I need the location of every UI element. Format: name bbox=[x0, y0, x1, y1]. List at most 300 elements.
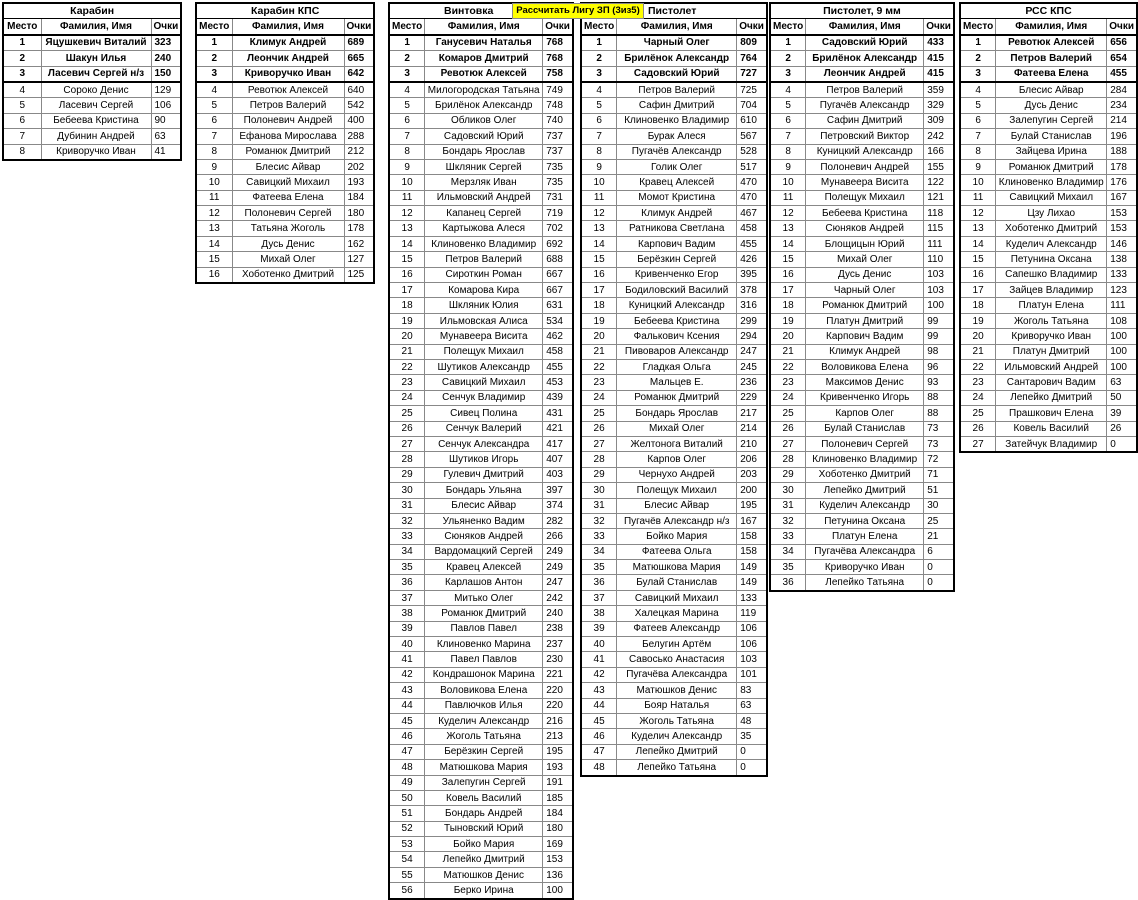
table-row bbox=[960, 359, 1137, 374]
points-cell: 0 bbox=[924, 560, 954, 575]
table-row bbox=[581, 35, 767, 51]
points-cell: 125 bbox=[344, 267, 374, 283]
points-cell: 103 bbox=[737, 652, 767, 667]
place-cell: 1 bbox=[389, 35, 425, 51]
place-cell: 2 bbox=[196, 51, 232, 66]
table-row bbox=[196, 252, 374, 267]
place-cell: 15 bbox=[389, 252, 425, 267]
name-cell: Воловикова Елена bbox=[425, 683, 543, 698]
table-row bbox=[960, 390, 1137, 405]
table-row bbox=[3, 82, 181, 98]
place-cell: 17 bbox=[960, 283, 996, 298]
table-row bbox=[581, 406, 767, 421]
place-cell: 53 bbox=[389, 837, 425, 852]
table-row bbox=[389, 698, 573, 713]
points-cell: 51 bbox=[924, 483, 954, 498]
table-row bbox=[960, 236, 1137, 251]
name-cell: Жоголь Татьяна bbox=[996, 313, 1107, 328]
table-row bbox=[960, 329, 1137, 344]
place-cell: 8 bbox=[581, 144, 617, 159]
place-cell: 12 bbox=[581, 206, 617, 221]
name-cell: Шкляник Сергей bbox=[425, 159, 543, 174]
place-cell: 12 bbox=[196, 206, 232, 221]
table-row bbox=[770, 252, 954, 267]
name-cell: Фатеева Елена bbox=[996, 66, 1107, 82]
name-cell: Сенчук Валерий bbox=[425, 421, 543, 436]
table-row bbox=[389, 560, 573, 575]
name-cell: Брилёнок Александр bbox=[617, 51, 737, 66]
name-cell: Петров Валерий bbox=[617, 82, 737, 98]
place-cell: 5 bbox=[196, 98, 232, 113]
name-cell: Шутиков Игорь bbox=[425, 452, 543, 467]
points-cell: 316 bbox=[737, 298, 767, 313]
place-cell: 22 bbox=[770, 359, 806, 374]
name-cell: Бондарь Ярослав bbox=[425, 144, 543, 159]
points-cell: 178 bbox=[1107, 159, 1137, 174]
name-cell: Хоботенко Дмитрий bbox=[996, 221, 1107, 236]
calculate-league-button[interactable]: Рассчитать Лигу ЗП (3из5) bbox=[512, 3, 644, 19]
name-cell: Шкляник Юлия bbox=[425, 298, 543, 313]
table-row bbox=[196, 98, 374, 113]
points-cell: 240 bbox=[543, 606, 573, 621]
table-rss-kps bbox=[959, 2, 1138, 453]
table-row bbox=[581, 313, 767, 328]
name-cell: Платун Елена bbox=[806, 529, 924, 544]
table-row bbox=[389, 775, 573, 790]
name-cell: Куделич Александр bbox=[806, 498, 924, 513]
place-cell: 16 bbox=[960, 267, 996, 282]
column-header-name: Фамилия, Имя bbox=[232, 19, 344, 35]
table-row bbox=[960, 35, 1137, 51]
name-cell: Платун Дмитрий bbox=[996, 344, 1107, 359]
points-cell: 323 bbox=[151, 35, 181, 51]
name-cell: Садовский Юрий bbox=[806, 35, 924, 51]
table-row bbox=[960, 375, 1137, 390]
points-cell: 153 bbox=[1107, 206, 1137, 221]
table-row bbox=[196, 175, 374, 190]
table-row bbox=[770, 283, 954, 298]
points-cell: 127 bbox=[344, 252, 374, 267]
points-cell: 329 bbox=[924, 98, 954, 113]
table-row bbox=[389, 790, 573, 805]
points-cell: 0 bbox=[1107, 436, 1137, 452]
table-row bbox=[770, 129, 954, 144]
place-cell: 33 bbox=[581, 529, 617, 544]
name-cell: Криворучко Иван bbox=[996, 329, 1107, 344]
name-cell: Булай Станислав bbox=[806, 421, 924, 436]
points-cell: 63 bbox=[151, 129, 181, 144]
place-cell: 27 bbox=[389, 436, 425, 451]
points-cell: 237 bbox=[543, 637, 573, 652]
table-row bbox=[3, 129, 181, 144]
name-cell: Полещук Михаил bbox=[425, 344, 543, 359]
table-row bbox=[770, 344, 954, 359]
points-cell: 517 bbox=[737, 159, 767, 174]
name-cell: Митько Олег bbox=[425, 590, 543, 605]
table-row bbox=[196, 82, 374, 98]
table-row bbox=[770, 236, 954, 251]
name-cell: Мунавеера Висита bbox=[425, 329, 543, 344]
points-cell: 41 bbox=[151, 144, 181, 160]
place-cell: 21 bbox=[960, 344, 996, 359]
place-cell: 46 bbox=[581, 729, 617, 744]
points-cell: 245 bbox=[737, 359, 767, 374]
table-row bbox=[770, 175, 954, 190]
points-cell: 640 bbox=[344, 82, 374, 98]
name-cell: Матюшков Денис bbox=[617, 683, 737, 698]
place-cell: 9 bbox=[389, 159, 425, 174]
name-cell: Голик Олег bbox=[617, 159, 737, 174]
name-cell: Леончик Андрей bbox=[232, 51, 344, 66]
name-cell: Криворучко Иван bbox=[232, 66, 344, 82]
table-row bbox=[960, 159, 1137, 174]
place-cell: 47 bbox=[389, 744, 425, 759]
table-row bbox=[770, 313, 954, 328]
table-row bbox=[960, 283, 1137, 298]
points-cell: 100 bbox=[1107, 344, 1137, 359]
place-cell: 43 bbox=[389, 683, 425, 698]
name-cell: Садовский Юрий bbox=[617, 66, 737, 82]
place-cell: 30 bbox=[770, 483, 806, 498]
name-cell: Жоголь Татьяна bbox=[617, 713, 737, 728]
points-cell: 455 bbox=[1107, 66, 1137, 82]
points-cell: 149 bbox=[737, 575, 767, 590]
place-cell: 26 bbox=[581, 421, 617, 436]
table-row bbox=[770, 436, 954, 451]
name-cell: Климук Андрей bbox=[232, 35, 344, 51]
table-row bbox=[770, 82, 954, 98]
table-row bbox=[770, 329, 954, 344]
points-cell: 242 bbox=[543, 590, 573, 605]
place-cell: 1 bbox=[581, 35, 617, 51]
place-cell: 32 bbox=[389, 513, 425, 528]
name-cell: Платун Елена bbox=[996, 298, 1107, 313]
name-cell: Фалькович Ксения bbox=[617, 329, 737, 344]
name-cell: Михай Олег bbox=[232, 252, 344, 267]
place-cell: 4 bbox=[581, 82, 617, 98]
name-cell: Романюк Дмитрий bbox=[617, 390, 737, 405]
name-cell: Сивец Полина bbox=[425, 406, 543, 421]
name-cell: Затейчук Владимир bbox=[996, 436, 1107, 452]
name-cell: Климук Андрей bbox=[806, 344, 924, 359]
table-row bbox=[389, 406, 573, 421]
place-cell: 24 bbox=[960, 390, 996, 405]
table-row bbox=[581, 436, 767, 451]
points-cell: 214 bbox=[1107, 113, 1137, 128]
points-cell: 455 bbox=[543, 359, 573, 374]
table-title: Карабин КПС bbox=[196, 3, 374, 19]
table-row bbox=[960, 144, 1137, 159]
place-cell: 11 bbox=[581, 190, 617, 205]
points-cell: 610 bbox=[737, 113, 767, 128]
column-header-place: Место bbox=[389, 19, 425, 35]
table-title: РСС КПС bbox=[960, 3, 1137, 19]
place-cell: 14 bbox=[389, 236, 425, 251]
points-cell: 106 bbox=[151, 98, 181, 113]
name-cell: Берёзкин Сергей bbox=[617, 252, 737, 267]
place-cell: 9 bbox=[770, 159, 806, 174]
points-cell: 100 bbox=[1107, 329, 1137, 344]
points-cell: 737 bbox=[543, 144, 573, 159]
table-row bbox=[389, 35, 573, 51]
points-cell: 212 bbox=[344, 144, 374, 159]
column-header-place: Место bbox=[196, 19, 232, 35]
place-cell: 21 bbox=[581, 344, 617, 359]
table-row bbox=[581, 544, 767, 559]
name-cell: Полоневич Сергей bbox=[806, 436, 924, 451]
place-cell: 20 bbox=[389, 329, 425, 344]
table-row bbox=[581, 159, 767, 174]
table-row bbox=[581, 560, 767, 575]
points-cell: 534 bbox=[543, 313, 573, 328]
table-row bbox=[581, 606, 767, 621]
points-cell: 191 bbox=[543, 775, 573, 790]
table-row bbox=[389, 467, 573, 482]
points-cell: 96 bbox=[924, 359, 954, 374]
place-cell: 16 bbox=[389, 267, 425, 282]
place-cell: 22 bbox=[389, 359, 425, 374]
name-cell: Лепейко Дмитрий bbox=[425, 852, 543, 867]
place-cell: 36 bbox=[581, 575, 617, 590]
name-cell: Михай Олег bbox=[617, 421, 737, 436]
name-cell: Ильмовский Андрей bbox=[425, 190, 543, 205]
table-row bbox=[389, 621, 573, 636]
place-cell: 42 bbox=[581, 667, 617, 682]
place-cell: 21 bbox=[770, 344, 806, 359]
name-cell: Петров Валерий bbox=[232, 98, 344, 113]
place-cell: 6 bbox=[960, 113, 996, 128]
points-cell: 63 bbox=[1107, 375, 1137, 390]
points-cell: 71 bbox=[924, 467, 954, 482]
points-cell: 48 bbox=[737, 713, 767, 728]
table-row bbox=[581, 483, 767, 498]
place-cell: 44 bbox=[389, 698, 425, 713]
place-cell: 14 bbox=[196, 236, 232, 251]
name-cell: Лепейко Дмитрий bbox=[806, 483, 924, 498]
table-row bbox=[3, 113, 181, 128]
points-cell: 731 bbox=[543, 190, 573, 205]
name-cell: Павлов Павел bbox=[425, 621, 543, 636]
place-cell: 1 bbox=[770, 35, 806, 51]
table-row bbox=[770, 144, 954, 159]
place-cell: 42 bbox=[389, 667, 425, 682]
place-cell: 8 bbox=[3, 144, 41, 160]
name-cell: Клиновенко Марина bbox=[425, 637, 543, 652]
place-cell: 16 bbox=[770, 267, 806, 282]
points-cell: 153 bbox=[543, 852, 573, 867]
name-cell: Жоголь Татьяна bbox=[425, 729, 543, 744]
name-cell: Кондрашонок Марина bbox=[425, 667, 543, 682]
table-row bbox=[389, 283, 573, 298]
points-cell: 656 bbox=[1107, 35, 1137, 51]
points-cell: 439 bbox=[543, 390, 573, 405]
points-cell: 100 bbox=[1107, 359, 1137, 374]
points-cell: 688 bbox=[543, 252, 573, 267]
table-row bbox=[389, 236, 573, 251]
points-cell: 193 bbox=[344, 175, 374, 190]
column-header-points: Очки bbox=[151, 19, 181, 35]
points-cell: 455 bbox=[737, 236, 767, 251]
name-cell: Савицкий Михаил bbox=[425, 375, 543, 390]
place-cell: 11 bbox=[960, 190, 996, 205]
points-cell: 178 bbox=[344, 221, 374, 236]
table-row bbox=[389, 113, 573, 128]
points-cell: 421 bbox=[543, 421, 573, 436]
place-cell: 16 bbox=[196, 267, 232, 283]
place-cell: 39 bbox=[389, 621, 425, 636]
table-row bbox=[960, 313, 1137, 328]
place-cell: 47 bbox=[581, 744, 617, 759]
place-cell: 24 bbox=[770, 390, 806, 405]
name-cell: Сюняков Андрей bbox=[806, 221, 924, 236]
name-cell: Савицкий Михаил bbox=[232, 175, 344, 190]
place-cell: 23 bbox=[770, 375, 806, 390]
name-cell: Ратникова Светлана bbox=[617, 221, 737, 236]
points-cell: 415 bbox=[924, 51, 954, 66]
place-cell: 23 bbox=[389, 375, 425, 390]
table-row bbox=[581, 575, 767, 590]
points-cell: 158 bbox=[737, 529, 767, 544]
name-cell: Павлючков Илья bbox=[425, 698, 543, 713]
table-row bbox=[770, 51, 954, 66]
points-cell: 240 bbox=[151, 51, 181, 66]
name-cell: Бурак Алеся bbox=[617, 129, 737, 144]
place-cell: 11 bbox=[389, 190, 425, 205]
column-header-name: Фамилия, Имя bbox=[806, 19, 924, 35]
name-cell: Фатеева Елена bbox=[232, 190, 344, 205]
name-cell: Лепейко Татьяна bbox=[806, 575, 924, 591]
name-cell: Сенчук Александра bbox=[425, 436, 543, 451]
points-cell: 400 bbox=[344, 113, 374, 128]
points-cell: 704 bbox=[737, 98, 767, 113]
table-row bbox=[389, 760, 573, 775]
name-cell: Мальцев Е. bbox=[617, 375, 737, 390]
name-cell: Прашкович Елена bbox=[996, 406, 1107, 421]
name-cell: Михай Олег bbox=[806, 252, 924, 267]
table-row bbox=[196, 221, 374, 236]
table-row bbox=[389, 452, 573, 467]
place-cell: 3 bbox=[389, 66, 425, 82]
table-row bbox=[389, 667, 573, 682]
points-cell: 470 bbox=[737, 190, 767, 205]
table-row bbox=[389, 344, 573, 359]
table-row bbox=[581, 344, 767, 359]
place-cell: 5 bbox=[770, 98, 806, 113]
table-title: Винтовка bbox=[389, 3, 573, 19]
place-cell: 6 bbox=[196, 113, 232, 128]
place-cell: 43 bbox=[581, 683, 617, 698]
place-cell: 14 bbox=[960, 236, 996, 251]
table-row bbox=[389, 66, 573, 82]
table-row bbox=[960, 406, 1137, 421]
table-row bbox=[196, 159, 374, 174]
table-row bbox=[770, 66, 954, 82]
name-cell: Комаров Дмитрий bbox=[425, 51, 543, 66]
place-cell: 3 bbox=[196, 66, 232, 82]
place-cell: 39 bbox=[581, 621, 617, 636]
place-cell: 31 bbox=[581, 498, 617, 513]
name-cell: Савосько Анастасия bbox=[617, 652, 737, 667]
points-cell: 100 bbox=[924, 298, 954, 313]
table-row bbox=[960, 82, 1137, 98]
name-cell: Халецкая Марина bbox=[617, 606, 737, 621]
table-row bbox=[770, 35, 954, 51]
name-cell: Сюняков Андрей bbox=[425, 529, 543, 544]
points-cell: 458 bbox=[737, 221, 767, 236]
points-cell: 470 bbox=[737, 175, 767, 190]
name-cell: Бодиловский Василий bbox=[617, 283, 737, 298]
name-cell: Мерзляк Иван bbox=[425, 175, 543, 190]
place-cell: 46 bbox=[389, 729, 425, 744]
table-row bbox=[389, 421, 573, 436]
points-cell: 155 bbox=[924, 159, 954, 174]
name-cell: Булай Станислав bbox=[996, 129, 1107, 144]
place-cell: 4 bbox=[770, 82, 806, 98]
points-cell: 719 bbox=[543, 206, 573, 221]
points-cell: 110 bbox=[924, 252, 954, 267]
place-cell: 16 bbox=[581, 267, 617, 282]
name-cell: Полоневич Андрей bbox=[232, 113, 344, 128]
table-row bbox=[389, 821, 573, 836]
points-cell: 162 bbox=[344, 236, 374, 251]
points-cell: 397 bbox=[543, 483, 573, 498]
table-row bbox=[770, 375, 954, 390]
place-cell: 10 bbox=[196, 175, 232, 190]
points-cell: 166 bbox=[924, 144, 954, 159]
points-cell: 184 bbox=[344, 190, 374, 205]
place-cell: 52 bbox=[389, 821, 425, 836]
points-cell: 415 bbox=[924, 66, 954, 82]
name-cell: Сороко Денис bbox=[41, 82, 151, 98]
table-row bbox=[389, 329, 573, 344]
table-row bbox=[389, 375, 573, 390]
table-row bbox=[389, 513, 573, 528]
name-cell: Карпов Олег bbox=[617, 452, 737, 467]
place-cell: 4 bbox=[960, 82, 996, 98]
place-cell: 15 bbox=[581, 252, 617, 267]
column-header-points: Очки bbox=[1107, 19, 1137, 35]
points-cell: 654 bbox=[1107, 51, 1137, 66]
table-row bbox=[770, 159, 954, 174]
place-cell: 34 bbox=[770, 544, 806, 559]
place-cell: 28 bbox=[581, 452, 617, 467]
place-cell: 38 bbox=[389, 606, 425, 621]
place-cell: 12 bbox=[960, 206, 996, 221]
points-cell: 121 bbox=[924, 190, 954, 205]
table-row bbox=[581, 498, 767, 513]
points-cell: 184 bbox=[543, 806, 573, 821]
name-cell: Ильмовская Алиса bbox=[425, 313, 543, 328]
table-row bbox=[389, 175, 573, 190]
points-cell: 0 bbox=[737, 760, 767, 776]
place-cell: 23 bbox=[960, 375, 996, 390]
name-cell: Картыжова Алеся bbox=[425, 221, 543, 236]
place-cell: 6 bbox=[389, 113, 425, 128]
points-cell: 30 bbox=[924, 498, 954, 513]
name-cell: Брилёнок Александр bbox=[806, 51, 924, 66]
name-cell: Карпович Вадим bbox=[806, 329, 924, 344]
points-cell: 234 bbox=[1107, 98, 1137, 113]
place-cell: 27 bbox=[581, 436, 617, 451]
name-cell: Мунавеера Висита bbox=[806, 175, 924, 190]
place-cell: 41 bbox=[581, 652, 617, 667]
place-cell: 19 bbox=[960, 313, 996, 328]
place-cell: 36 bbox=[770, 575, 806, 591]
place-cell: 3 bbox=[3, 66, 41, 82]
points-cell: 101 bbox=[737, 667, 767, 682]
name-cell: Брилёнок Александр bbox=[425, 98, 543, 113]
points-cell: 417 bbox=[543, 436, 573, 451]
